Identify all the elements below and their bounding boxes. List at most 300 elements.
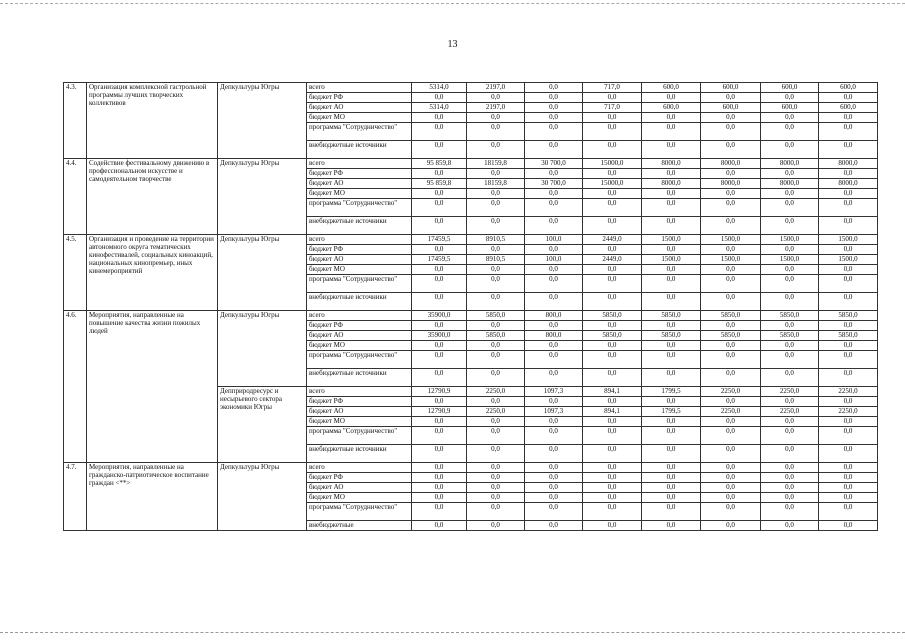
amount-cell: 600,0 bbox=[819, 83, 878, 93]
funding-source: внебюджетные источники bbox=[307, 369, 412, 387]
table-row bbox=[64, 159, 878, 169]
amount-cell: 0,0 bbox=[412, 503, 467, 521]
amount-cell: 0,0 bbox=[701, 217, 761, 235]
amount-cell: 0,0 bbox=[642, 113, 701, 123]
amount-cell: 0,0 bbox=[412, 113, 467, 123]
amount-cell: 0,0 bbox=[819, 141, 878, 159]
amount-cell: 0,0 bbox=[525, 141, 583, 159]
amount-cell: 0,0 bbox=[819, 169, 878, 179]
amount-cell: 0,0 bbox=[467, 427, 525, 445]
amount-cell: 1500,0 bbox=[701, 235, 761, 245]
amount-cell: 0,0 bbox=[525, 493, 583, 503]
funding-source: программа "Сотрудничество" bbox=[307, 427, 412, 445]
amount-cell: 0,0 bbox=[583, 493, 642, 503]
amount-cell: 0,0 bbox=[525, 169, 583, 179]
amount-cell: 0,0 bbox=[642, 93, 701, 103]
amount-cell: 0,0 bbox=[819, 293, 878, 311]
amount-cell: 0,0 bbox=[467, 275, 525, 293]
amount-cell: 0,0 bbox=[412, 417, 467, 427]
amount-cell: 0,0 bbox=[525, 445, 583, 463]
amount-cell: 0,0 bbox=[819, 93, 878, 103]
amount-cell: 8000,0 bbox=[761, 179, 819, 189]
amount-cell: 0,0 bbox=[642, 427, 701, 445]
amount-cell: 5314,0 bbox=[412, 83, 467, 93]
amount-cell: 0,0 bbox=[583, 503, 642, 521]
amount-cell: 0,0 bbox=[583, 473, 642, 483]
table-row bbox=[64, 463, 878, 473]
funding-source: бюджет МО bbox=[307, 265, 412, 275]
amount-cell: 0,0 bbox=[701, 293, 761, 311]
amount-cell: 0,0 bbox=[467, 341, 525, 351]
amount-cell: 5850,0 bbox=[467, 311, 525, 321]
amount-cell: 0,0 bbox=[761, 473, 819, 483]
amount-cell: 0,0 bbox=[525, 369, 583, 387]
amount-cell: 0,0 bbox=[819, 245, 878, 255]
responsible-executor: Депкультуры Югры bbox=[218, 83, 307, 159]
amount-cell: 0,0 bbox=[525, 473, 583, 483]
amount-cell: 5850,0 bbox=[701, 311, 761, 321]
amount-cell: 0,0 bbox=[642, 483, 701, 493]
amount-cell: 0,0 bbox=[819, 275, 878, 293]
amount-cell: 0,0 bbox=[701, 93, 761, 103]
amount-cell: 0,0 bbox=[583, 351, 642, 369]
amount-cell: 0,0 bbox=[761, 463, 819, 473]
amount-cell: 600,0 bbox=[761, 103, 819, 113]
amount-cell: 0,0 bbox=[761, 123, 819, 141]
amount-cell: 0,0 bbox=[525, 351, 583, 369]
amount-cell: 0,0 bbox=[761, 417, 819, 427]
amount-cell: 5850,0 bbox=[761, 311, 819, 321]
amount-cell: 0,0 bbox=[642, 369, 701, 387]
amount-cell: 2449,0 bbox=[583, 255, 642, 265]
funding-source: бюджет АО bbox=[307, 255, 412, 265]
amount-cell: 894,1 bbox=[583, 407, 642, 417]
amount-cell: 717,0 bbox=[583, 83, 642, 93]
amount-cell: 0,0 bbox=[819, 341, 878, 351]
amount-cell: 12790,9 bbox=[412, 387, 467, 397]
amount-cell: 1500,0 bbox=[819, 235, 878, 245]
amount-cell: 30 700,0 bbox=[525, 179, 583, 189]
amount-cell: 0,0 bbox=[701, 245, 761, 255]
amount-cell: 0,0 bbox=[525, 341, 583, 351]
funding-source: всего bbox=[307, 235, 412, 245]
amount-cell: 0,0 bbox=[412, 483, 467, 493]
amount-cell: 600,0 bbox=[761, 83, 819, 93]
amount-cell: 800,0 bbox=[525, 331, 583, 341]
amount-cell: 0,0 bbox=[412, 199, 467, 217]
amount-cell: 0,0 bbox=[642, 521, 701, 531]
amount-cell: 600,0 bbox=[642, 83, 701, 93]
funding-source: бюджет МО bbox=[307, 113, 412, 123]
scan-edge-top bbox=[0, 3, 905, 4]
amount-cell: 0,0 bbox=[467, 93, 525, 103]
amount-cell: 600,0 bbox=[701, 103, 761, 113]
amount-cell: 0,0 bbox=[761, 245, 819, 255]
funding-source: всего bbox=[307, 463, 412, 473]
amount-cell: 18159,8 bbox=[467, 179, 525, 189]
amount-cell: 8000,0 bbox=[761, 159, 819, 169]
amount-cell: 0,0 bbox=[467, 169, 525, 179]
amount-cell: 0,0 bbox=[819, 521, 878, 531]
amount-cell: 1500,0 bbox=[701, 255, 761, 265]
amount-cell: 95 859,8 bbox=[412, 159, 467, 169]
item-name: Мероприятия, направленные на гражданско-патриотическое воспитание граждан <**> bbox=[87, 463, 218, 531]
amount-cell: 0,0 bbox=[701, 141, 761, 159]
amount-cell: 0,0 bbox=[819, 463, 878, 473]
amount-cell: 30 700,0 bbox=[525, 159, 583, 169]
amount-cell: 2250,0 bbox=[701, 387, 761, 397]
responsible-executor: Депкультуры Югры bbox=[218, 463, 307, 531]
amount-cell: 0,0 bbox=[525, 463, 583, 473]
amount-cell: 0,0 bbox=[642, 245, 701, 255]
amount-cell: 1799,5 bbox=[642, 407, 701, 417]
amount-cell: 0,0 bbox=[412, 341, 467, 351]
amount-cell: 600,0 bbox=[701, 83, 761, 93]
amount-cell: 0,0 bbox=[642, 275, 701, 293]
amount-cell: 0,0 bbox=[412, 217, 467, 235]
amount-cell: 0,0 bbox=[761, 199, 819, 217]
amount-cell: 0,0 bbox=[467, 217, 525, 235]
amount-cell: 0,0 bbox=[412, 493, 467, 503]
amount-cell: 0,0 bbox=[583, 199, 642, 217]
amount-cell: 0,0 bbox=[761, 483, 819, 493]
amount-cell: 0,0 bbox=[467, 189, 525, 199]
amount-cell: 1500,0 bbox=[819, 255, 878, 265]
amount-cell: 0,0 bbox=[412, 397, 467, 407]
amount-cell: 0,0 bbox=[701, 199, 761, 217]
amount-cell: 0,0 bbox=[701, 275, 761, 293]
amount-cell: 0,0 bbox=[701, 417, 761, 427]
amount-cell: 0,0 bbox=[467, 521, 525, 531]
amount-cell: 0,0 bbox=[583, 293, 642, 311]
amount-cell: 0,0 bbox=[583, 169, 642, 179]
amount-cell: 0,0 bbox=[467, 483, 525, 493]
amount-cell: 0,0 bbox=[525, 321, 583, 331]
amount-cell: 0,0 bbox=[412, 369, 467, 387]
funding-source: бюджет АО bbox=[307, 331, 412, 341]
amount-cell: 0,0 bbox=[642, 123, 701, 141]
amount-cell: 0,0 bbox=[761, 341, 819, 351]
item-index: 4.6. bbox=[64, 311, 87, 463]
amount-cell: 0,0 bbox=[583, 445, 642, 463]
amount-cell: 0,0 bbox=[412, 473, 467, 483]
amount-cell: 0,0 bbox=[525, 217, 583, 235]
amount-cell: 0,0 bbox=[642, 199, 701, 217]
amount-cell: 0,0 bbox=[412, 463, 467, 473]
amount-cell: 0,0 bbox=[761, 217, 819, 235]
amount-cell: 35900,0 bbox=[412, 331, 467, 341]
amount-cell: 0,0 bbox=[525, 397, 583, 407]
amount-cell: 0,0 bbox=[701, 473, 761, 483]
amount-cell: 0,0 bbox=[642, 473, 701, 483]
amount-cell: 0,0 bbox=[701, 189, 761, 199]
amount-cell: 5850,0 bbox=[761, 331, 819, 341]
amount-cell: 0,0 bbox=[525, 293, 583, 311]
amount-cell: 0,0 bbox=[642, 463, 701, 473]
amount-cell: 0,0 bbox=[819, 189, 878, 199]
amount-cell: 0,0 bbox=[761, 321, 819, 331]
item-name: Мероприятия, направленные на повышение качества жизни пожилых людей bbox=[87, 311, 218, 463]
amount-cell: 0,0 bbox=[412, 123, 467, 141]
amount-cell: 0,0 bbox=[412, 351, 467, 369]
amount-cell: 0,0 bbox=[467, 463, 525, 473]
funding-source: внебюджетные источники bbox=[307, 217, 412, 235]
amount-cell: 0,0 bbox=[525, 189, 583, 199]
amount-cell: 95 859,8 bbox=[412, 179, 467, 189]
amount-cell: 0,0 bbox=[701, 341, 761, 351]
amount-cell: 0,0 bbox=[761, 397, 819, 407]
amount-cell: 0,0 bbox=[583, 463, 642, 473]
amount-cell: 12790,9 bbox=[412, 407, 467, 417]
amount-cell: 0,0 bbox=[583, 245, 642, 255]
amount-cell: 0,0 bbox=[819, 265, 878, 275]
amount-cell: 2250,0 bbox=[761, 407, 819, 417]
amount-cell: 100,0 bbox=[525, 235, 583, 245]
funding-source: внебюджетные bbox=[307, 521, 412, 531]
funding-source: бюджет РФ bbox=[307, 93, 412, 103]
funding-source: бюджет АО bbox=[307, 103, 412, 113]
amount-cell: 0,0 bbox=[642, 217, 701, 235]
amount-cell: 0,0 bbox=[583, 341, 642, 351]
amount-cell: 0,0 bbox=[525, 245, 583, 255]
amount-cell: 2250,0 bbox=[467, 407, 525, 417]
amount-cell: 0,0 bbox=[525, 275, 583, 293]
amount-cell: 0,0 bbox=[525, 93, 583, 103]
amount-cell: 0,0 bbox=[701, 463, 761, 473]
amount-cell: 2250,0 bbox=[761, 387, 819, 397]
amount-cell: 0,0 bbox=[642, 321, 701, 331]
amount-cell: 0,0 bbox=[412, 427, 467, 445]
funding-source: бюджет АО bbox=[307, 483, 412, 493]
amount-cell: 0,0 bbox=[467, 123, 525, 141]
amount-cell: 0,0 bbox=[761, 351, 819, 369]
amount-cell: 0,0 bbox=[819, 445, 878, 463]
amount-cell: 0,0 bbox=[467, 369, 525, 387]
amount-cell: 1097,3 bbox=[525, 407, 583, 417]
amount-cell: 0,0 bbox=[642, 189, 701, 199]
funding-source: бюджет МО bbox=[307, 493, 412, 503]
amount-cell: 5850,0 bbox=[819, 331, 878, 341]
amount-cell: 1500,0 bbox=[642, 255, 701, 265]
amount-cell: 0,0 bbox=[583, 189, 642, 199]
amount-cell: 8000,0 bbox=[819, 159, 878, 169]
amount-cell: 0,0 bbox=[583, 113, 642, 123]
amount-cell: 5850,0 bbox=[642, 311, 701, 321]
funding-source: внебюджетные источники bbox=[307, 445, 412, 463]
amount-cell: 5850,0 bbox=[819, 311, 878, 321]
amount-cell: 15000,0 bbox=[583, 159, 642, 169]
amount-cell: 0,0 bbox=[701, 113, 761, 123]
amount-cell: 0,0 bbox=[819, 427, 878, 445]
table-row bbox=[64, 235, 878, 245]
amount-cell: 0,0 bbox=[412, 265, 467, 275]
amount-cell: 0,0 bbox=[467, 293, 525, 311]
amount-cell: 0,0 bbox=[412, 521, 467, 531]
funding-source: программа "Сотрудничество" bbox=[307, 351, 412, 369]
amount-cell: 600,0 bbox=[642, 103, 701, 113]
amount-cell: 0,0 bbox=[701, 397, 761, 407]
amount-cell: 0,0 bbox=[467, 113, 525, 123]
amount-cell: 0,0 bbox=[467, 199, 525, 217]
funding-source: всего bbox=[307, 159, 412, 169]
amount-cell: 0,0 bbox=[467, 493, 525, 503]
amount-cell: 0,0 bbox=[642, 265, 701, 275]
table-row bbox=[64, 311, 878, 321]
amount-cell: 8000,0 bbox=[701, 179, 761, 189]
amount-cell: 0,0 bbox=[525, 503, 583, 521]
page-number: 13 bbox=[447, 39, 458, 50]
amount-cell: 800,0 bbox=[525, 311, 583, 321]
funding-source: бюджет РФ bbox=[307, 321, 412, 331]
amount-cell: 2197,0 bbox=[467, 83, 525, 93]
amount-cell: 0,0 bbox=[467, 351, 525, 369]
scan-edge-bottom bbox=[0, 632, 905, 633]
funding-table bbox=[63, 82, 878, 531]
funding-source: всего bbox=[307, 311, 412, 321]
amount-cell: 15000,0 bbox=[583, 179, 642, 189]
item-index: 4.4. bbox=[64, 159, 87, 235]
amount-cell: 100,0 bbox=[525, 255, 583, 265]
funding-source: всего bbox=[307, 83, 412, 93]
item-name: Содействие фестивальному движению в профессиональном искусстве и самодеятельном творчестве bbox=[87, 159, 218, 235]
amount-cell: 0,0 bbox=[642, 169, 701, 179]
amount-cell: 0,0 bbox=[761, 141, 819, 159]
amount-cell: 0,0 bbox=[642, 493, 701, 503]
amount-cell: 0,0 bbox=[819, 199, 878, 217]
amount-cell: 0,0 bbox=[525, 417, 583, 427]
amount-cell: 0,0 bbox=[525, 83, 583, 93]
amount-cell: 17459,5 bbox=[412, 235, 467, 245]
amount-cell: 0,0 bbox=[467, 503, 525, 521]
amount-cell: 2197,0 bbox=[467, 103, 525, 113]
amount-cell: 2250,0 bbox=[467, 387, 525, 397]
amount-cell: 0,0 bbox=[642, 417, 701, 427]
amount-cell: 0,0 bbox=[525, 199, 583, 217]
amount-cell: 0,0 bbox=[412, 445, 467, 463]
amount-cell: 0,0 bbox=[819, 113, 878, 123]
amount-cell: 0,0 bbox=[701, 351, 761, 369]
funding-source: бюджет АО bbox=[307, 179, 412, 189]
table-row bbox=[64, 83, 878, 93]
amount-cell: 0,0 bbox=[583, 93, 642, 103]
amount-cell: 0,0 bbox=[525, 113, 583, 123]
amount-cell: 2250,0 bbox=[819, 407, 878, 417]
amount-cell: 0,0 bbox=[701, 427, 761, 445]
amount-cell: 0,0 bbox=[583, 521, 642, 531]
amount-cell: 0,0 bbox=[761, 427, 819, 445]
amount-cell: 0,0 bbox=[701, 483, 761, 493]
funding-source: внебюджетные источники bbox=[307, 293, 412, 311]
amount-cell: 0,0 bbox=[761, 293, 819, 311]
amount-cell: 0,0 bbox=[467, 265, 525, 275]
item-index: 4.5. bbox=[64, 235, 87, 311]
amount-cell: 0,0 bbox=[525, 427, 583, 445]
amount-cell: 0,0 bbox=[642, 293, 701, 311]
amount-cell: 5850,0 bbox=[642, 331, 701, 341]
amount-cell: 0,0 bbox=[583, 275, 642, 293]
amount-cell: 2250,0 bbox=[819, 387, 878, 397]
funding-source: бюджет МО bbox=[307, 417, 412, 427]
amount-cell: 0,0 bbox=[583, 369, 642, 387]
amount-cell: 0,0 bbox=[819, 369, 878, 387]
amount-cell: 0,0 bbox=[642, 397, 701, 407]
amount-cell: 0,0 bbox=[761, 169, 819, 179]
amount-cell: 0,0 bbox=[412, 141, 467, 159]
responsible-executor: Депкультуры Югры bbox=[218, 159, 307, 235]
amount-cell: 0,0 bbox=[819, 217, 878, 235]
amount-cell: 600,0 bbox=[819, 103, 878, 113]
amount-cell: 0,0 bbox=[525, 103, 583, 113]
amount-cell: 0,0 bbox=[412, 93, 467, 103]
amount-cell: 0,0 bbox=[819, 473, 878, 483]
amount-cell: 5314,0 bbox=[412, 103, 467, 113]
amount-cell: 0,0 bbox=[583, 141, 642, 159]
amount-cell: 0,0 bbox=[761, 369, 819, 387]
amount-cell: 0,0 bbox=[525, 483, 583, 493]
amount-cell: 0,0 bbox=[412, 293, 467, 311]
amount-cell: 894,1 bbox=[583, 387, 642, 397]
amount-cell: 0,0 bbox=[467, 445, 525, 463]
amount-cell: 1500,0 bbox=[761, 255, 819, 265]
amount-cell: 17459,5 bbox=[412, 255, 467, 265]
responsible-executor: Депкультуры Югры bbox=[218, 235, 307, 311]
amount-cell: 0,0 bbox=[525, 265, 583, 275]
amount-cell: 0,0 bbox=[642, 445, 701, 463]
amount-cell: 0,0 bbox=[583, 397, 642, 407]
amount-cell: 0,0 bbox=[819, 123, 878, 141]
amount-cell: 717,0 bbox=[583, 103, 642, 113]
funding-source: бюджет МО bbox=[307, 189, 412, 199]
amount-cell: 1799,5 bbox=[642, 387, 701, 397]
amount-cell: 18159,8 bbox=[467, 159, 525, 169]
amount-cell: 8000,0 bbox=[819, 179, 878, 189]
amount-cell: 8910,5 bbox=[467, 235, 525, 245]
amount-cell: 1500,0 bbox=[761, 235, 819, 245]
amount-cell: 0,0 bbox=[642, 351, 701, 369]
funding-source: программа "Сотрудничество" bbox=[307, 503, 412, 521]
funding-source: программа "Сотрудничество" bbox=[307, 123, 412, 141]
amount-cell: 0,0 bbox=[701, 123, 761, 141]
amount-cell: 0,0 bbox=[525, 521, 583, 531]
amount-cell: 0,0 bbox=[412, 245, 467, 255]
amount-cell: 0,0 bbox=[701, 369, 761, 387]
amount-cell: 0,0 bbox=[819, 483, 878, 493]
amount-cell: 0,0 bbox=[761, 275, 819, 293]
amount-cell: 0,0 bbox=[642, 141, 701, 159]
amount-cell: 0,0 bbox=[701, 321, 761, 331]
amount-cell: 0,0 bbox=[467, 321, 525, 331]
amount-cell: 0,0 bbox=[412, 169, 467, 179]
amount-cell: 0,0 bbox=[761, 503, 819, 521]
amount-cell: 0,0 bbox=[467, 397, 525, 407]
funding-source: программа "Сотрудничество" bbox=[307, 199, 412, 217]
amount-cell: 5850,0 bbox=[583, 311, 642, 321]
funding-source: бюджет РФ bbox=[307, 245, 412, 255]
amount-cell: 0,0 bbox=[642, 503, 701, 521]
amount-cell: 2449,0 bbox=[583, 235, 642, 245]
amount-cell: 0,0 bbox=[819, 493, 878, 503]
funding-source: бюджет МО bbox=[307, 341, 412, 351]
amount-cell: 0,0 bbox=[761, 93, 819, 103]
amount-cell: 0,0 bbox=[761, 521, 819, 531]
amount-cell: 0,0 bbox=[583, 217, 642, 235]
amount-cell: 1500,0 bbox=[642, 235, 701, 245]
amount-cell: 0,0 bbox=[761, 265, 819, 275]
amount-cell: 5850,0 bbox=[583, 331, 642, 341]
amount-cell: 0,0 bbox=[701, 445, 761, 463]
amount-cell: 0,0 bbox=[761, 445, 819, 463]
amount-cell: 0,0 bbox=[819, 397, 878, 407]
